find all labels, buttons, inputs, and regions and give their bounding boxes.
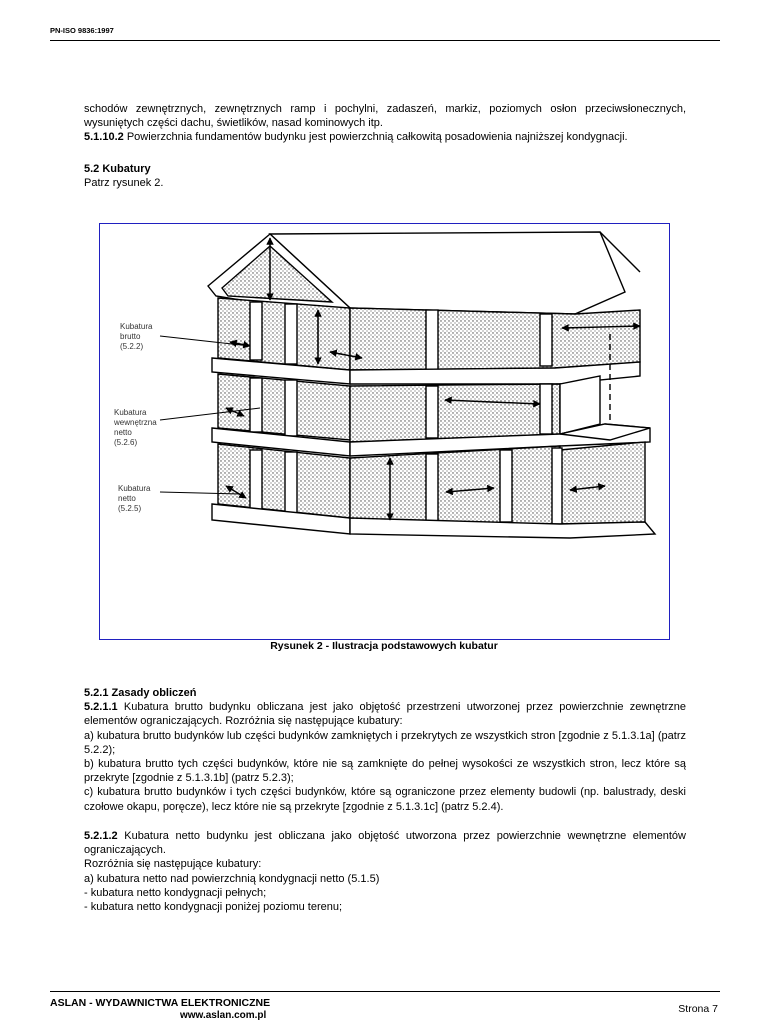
header-code: PN-ISO 9836:1997 xyxy=(50,26,114,35)
label-kubatura-netto: Kubatura netto (5.2.5) xyxy=(118,484,151,513)
section-5-2-1 xyxy=(84,686,686,814)
intro-paragraph: schodów zewnętrznych, zewnętrznych ramp i pochylni, zadaszeń, markiz, poziomych osłon przeciwsłonecznych, wysuniętych części dachu, świetlików, nasad kominowych itp. xyxy=(84,103,686,130)
clause-number: 5.2.1.2 xyxy=(84,830,118,842)
clause-number: 5.1.10.2 xyxy=(84,131,124,144)
header-rule xyxy=(50,40,720,41)
list-item-c: c) kubatura brutto budynków i tych części budynków, które są ograniczone przez elementy budowli (np. balustrady, deski czołowe okapu, poręcze), lecz które nie są przekryte [zgodnie z 5.1.3.1c] (patrz 5.2.4). xyxy=(84,786,686,813)
section-text: Patrz rysunek 2. xyxy=(84,177,164,190)
section-title: 5.2.1 Zasady obliczeń xyxy=(84,687,197,699)
paragraph-5-2-1-2 xyxy=(84,829,686,857)
clause-number: 5.2.1.1 xyxy=(84,701,118,714)
sub-intro: Rozróżnia się następujące kubatury: xyxy=(84,858,262,871)
label-kubatura-brutto: Kubatura brutto (5.2.2) xyxy=(120,322,153,351)
clause-text: Kubatura brutto budynku obliczana jest jako objętość przestrzeni utworzonej przez powierzchnie zewnętrzne elementów ograniczających. Rozróżnia się następujące kubatury: xyxy=(84,701,686,728)
section-title: 5.2 Kubatury xyxy=(84,163,151,175)
dash-item: - kubatura netto kondygnacji pełnych; xyxy=(84,886,267,899)
page-number: Strona 7 xyxy=(678,1003,718,1015)
footer-website-link[interactable]: www.aslan.com.pl xyxy=(180,1010,267,1021)
list-item-b: b) kubatura brutto tych części budynków, które nie są zamknięte do pełnej wysokości ze wszystkich stron, lecz które są przekryte [zgodnie z 5.1.3.1b] (patrz 5.2.3); xyxy=(84,758,686,785)
label-kubatura-wewnetrzna-netto: Kubatura wewnętrzna netto (5.2.6) xyxy=(114,408,157,447)
section-5-2-1-2 xyxy=(84,829,686,914)
figure-frame xyxy=(99,223,670,640)
section-5-2 xyxy=(84,162,686,190)
figure-caption: Rysunek 2 - Ilustracja podstawowych kubatur xyxy=(270,640,498,652)
intro-block xyxy=(84,102,686,145)
footer-publisher: ASLAN - WYDAWNICTWA ELEKTRONICZNE xyxy=(50,997,271,1009)
paragraph-5-1-10-2 xyxy=(84,130,686,144)
middle-floor xyxy=(212,374,650,456)
building-illustration xyxy=(100,224,669,639)
footer-rule xyxy=(50,991,720,992)
clause-text: Kubatura netto budynku jest obliczana jako objętość utworzona przez powierzchnie wewnętrzne elementów ograniczających. xyxy=(84,830,686,857)
dash-item: - kubatura netto kondygnacji poniżej poziomu terenu; xyxy=(84,901,343,914)
list-item-a: a) kubatura brutto budynków lub części budynków zamkniętych i przekrytych ze wszystkich stron [zgodnie z 5.1.3.1a] (patrz 5.2.2); xyxy=(84,729,686,756)
list-item-a: a) kubatura netto nad powierzchnią kondygnacji netto (5.1.5) xyxy=(84,872,380,885)
paragraph-5-2-1-1 xyxy=(84,700,686,728)
clause-text: Powierzchnia fundamentów budynku jest powierzchnią całkowitą posadowienia najniższej kondygnacji. xyxy=(123,131,628,144)
